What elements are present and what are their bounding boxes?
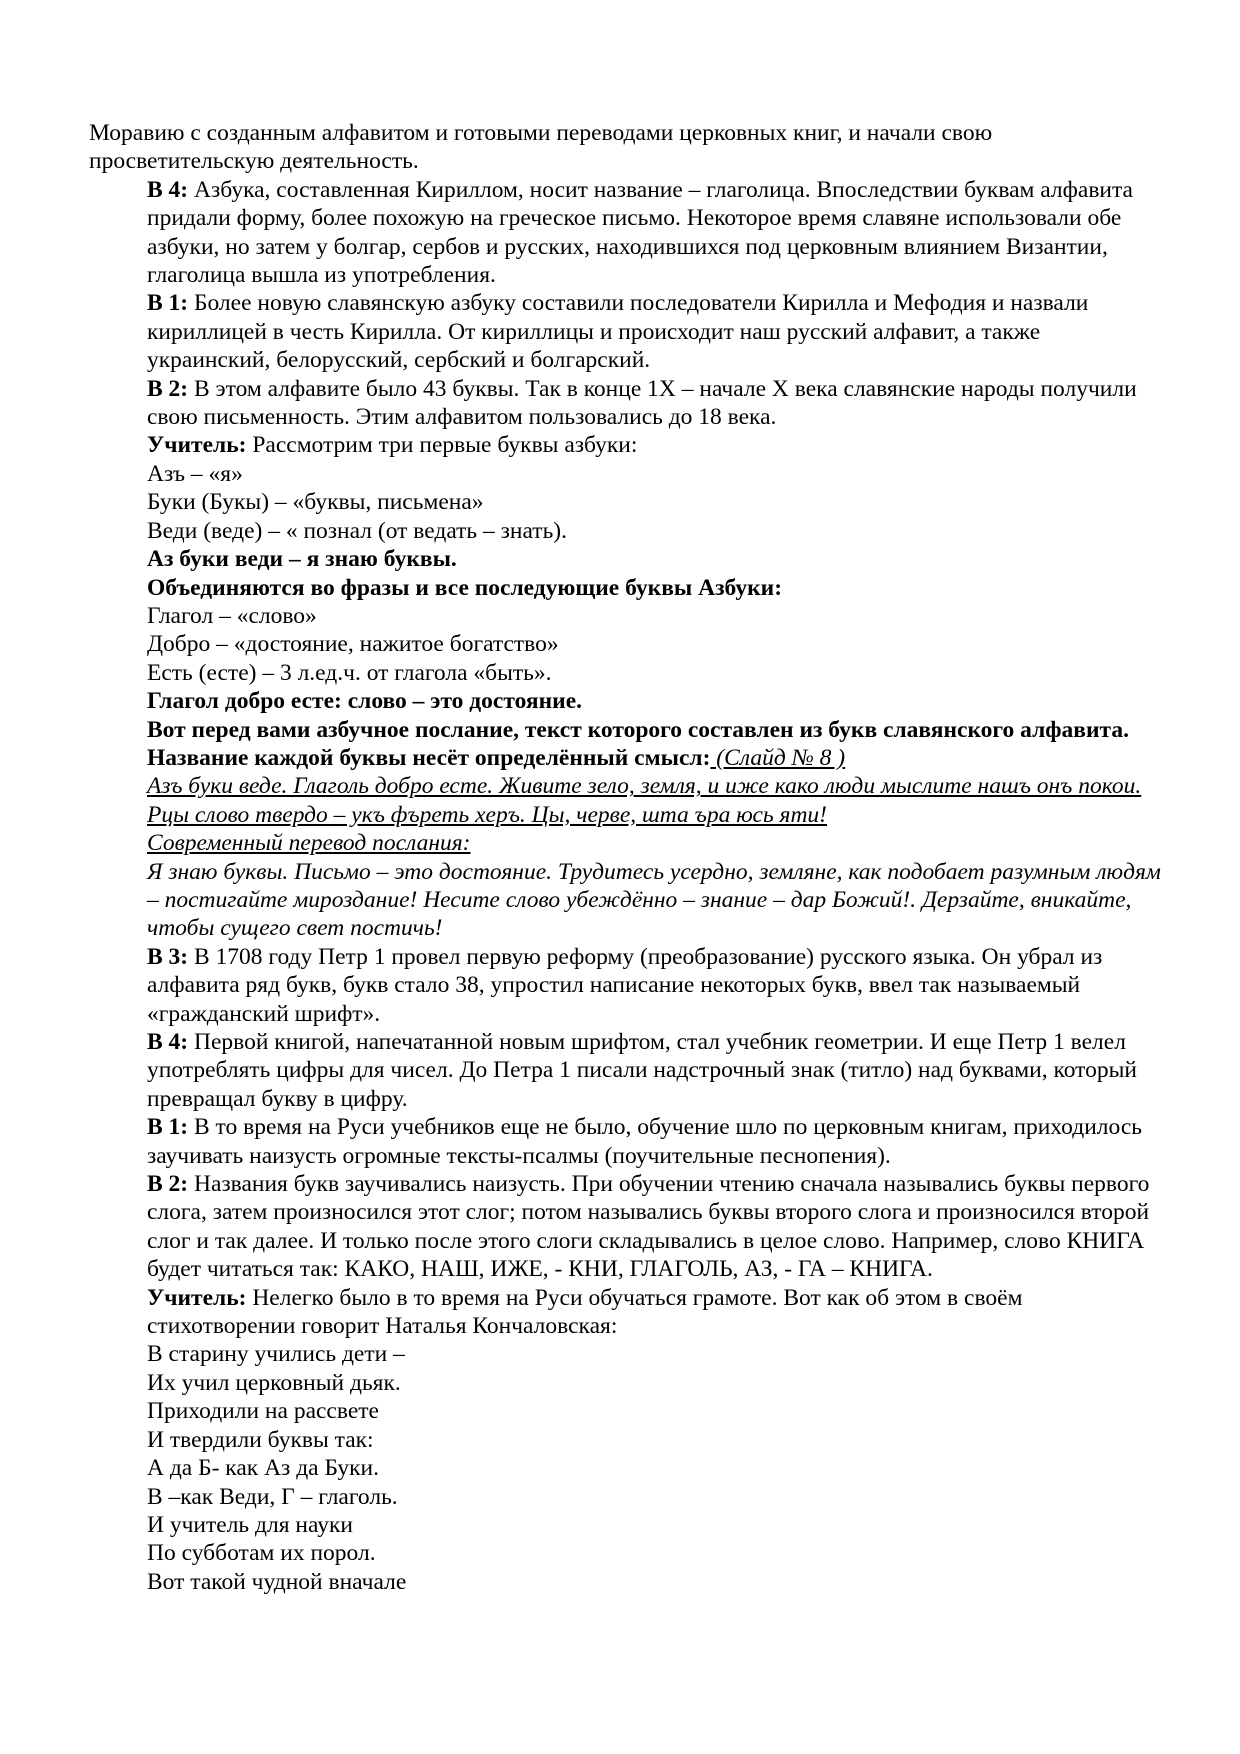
letter-glagol-line: Глагол – «слово» (147, 602, 317, 629)
letter-buki-line: Буки (Букы) – «буквы, письмена» (147, 489, 484, 516)
letter-est-line: Есть (есте) – 3 л.ед.ч. от глагола «быть». (147, 659, 552, 686)
phrase-az-buki-vedi: Аз буки веди – я знаю буквы. (147, 546, 457, 573)
speaker-label: Учитель: (147, 1284, 247, 1311)
paragraph-text: В этом алфавите было 43 буквы. Так в конце 1Х – начале Х века славянские народы получили свою письменность. Этим алфавитом пользовались до 18 века. (147, 375, 1137, 431)
paragraph-text: Названия букв заучивались наизусть. При обучении чтению сначала назывались буквы первого слога, затем произносился этот слог; потом назывались буквы второго слога и произносился второй слог и так далее. И только после этого слоги складывались в целое слово. Например, слово КНИГА будет читаться так: КАКО, НАШ, ИЖЕ, - КНИ, ГЛАГОЛЬ, АЗ, - ГА – КНИГА. (147, 1171, 1150, 1283)
paragraph-text: Первой книгой, напечатанной новым шрифтом, стал учебник геометрии. И еще Петр 1 велел употреблять цифры для чисел. До Петра 1 писали надстрочный знак (титло) над буквами, который превращал букву в цифру. (147, 1029, 1137, 1112)
paragraph-text: В то время на Руси учебников еще не было, обучение шло по церковным книгам, приходилось заучивать наизусть огромные тексты-псалмы (поучительные песнопения). (147, 1114, 1142, 1169)
paragraph-teacher-letters (89, 431, 1169, 459)
paragraph-slavonic-message: Азъ буки веде. Глаголь добро есте. Живите зело, земля, и иже како люди мыслите нашъ онъ покои. Рцы слово твердо – укъ фъреть херъ. Цы, черве, шта ъра юсь яти! (147, 773, 1142, 828)
paragraph-v4-glagolitic (89, 176, 1169, 290)
paragraph-text: Нелегко было в то время на Руси обучаться грамоте. Вот как об этом в своём стихотворении говорит Наталья Кончаловская: (147, 1284, 1023, 1340)
letter-dobro-line: Добро – «достояние, нажитое богатство» (147, 631, 559, 658)
speaker-label: В 1: (147, 290, 189, 317)
translation-heading: Современный перевод послания: (147, 830, 471, 857)
poem (89, 1340, 1169, 1596)
poem-line: Приходили на рассвете (147, 1398, 379, 1425)
paragraph-v1-textbooks (89, 1113, 1169, 1170)
letter-vedi-line: Веди (веде) – « познал (от ведать – знать). (147, 517, 567, 544)
paragraph-v2-reading (89, 1170, 1169, 1284)
letter-az-line: Азъ – «я» (147, 460, 243, 487)
speaker-label: В 3: (147, 943, 189, 970)
poem-line: А да Б- как Аз да Буки. (147, 1455, 380, 1482)
poem-line: В старину учились дети – (147, 1341, 405, 1368)
poem-line: И твердили буквы так: (147, 1426, 374, 1453)
phrase-heading: Объединяются во фразы и все последующие буквы Азбуки: (147, 574, 783, 601)
poem-line: Вот такой чудной вначале (147, 1568, 407, 1595)
speaker-label: Учитель: (147, 432, 247, 459)
paragraph-text: Более новую славянскую азбуку составили последователи Кирилла и Мефодия и назвали кириллицей в честь Кирилла. От кириллицы и происходит наш русский алфавит, а также украинский, белорусский, сербский и болгарский. (147, 290, 1089, 374)
poem-line: По субботам их порол. (147, 1540, 376, 1567)
speaker-label: В 2: (147, 1171, 189, 1198)
speaker-label: В 2: (147, 375, 189, 402)
paragraph-text: Азбука, составленная Кириллом, носит название – глаголица. Впоследствии буквам алфавита придали форму, более похожую на греческое письмо. Некоторое время славяне использовали обе азбуки, но затем у болгар, сербов и русских, находившихся под церковным влиянием Византии, глаголица вышла из употребления. (147, 176, 1133, 289)
paragraph-translation: Я знаю буквы. Письмо – это достояние. Трудитесь усердно, земляне, как подобает разумным людям – постигайте мироздание! Несите слово убеждённо – знание – дар Божий!. Дерзайте, вникайте, чтобы сущего свет постичь! (147, 858, 1161, 942)
paragraph-teacher-poem (89, 1284, 1169, 1341)
paragraph-text: Рассмотрим три первые буквы азбуки: (246, 432, 638, 459)
poem-line: В –как Веди, Г – глаголь. (147, 1483, 398, 1510)
message-intro-text: Вот перед вами азбучное послание, текст которого составлен из букв славянского алфавита. Название каждой буквы несёт определённый смысл: (147, 716, 1129, 771)
slide-reference: (Слайд № 8 ) (710, 744, 846, 771)
paragraph-text: В 1708 году Петр 1 провел первую реформу (преобразование) русского языка. Он убрал из алфавита ряд букв, букв стало 38, упростил написание некоторых букв, ввел так называемый «гражданский шрифт». (147, 943, 1103, 1027)
paragraph-intro: Моравию с созданным алфавитом и готовыми переводами церковных книг, и начали свою просветительскую деятельность. (89, 120, 993, 175)
paragraph-message-intro (89, 716, 1169, 773)
paragraph-v4-geometry (89, 1028, 1169, 1113)
paragraph-v2-alphabet (89, 375, 1169, 432)
poem-line: И учитель для науки (147, 1511, 353, 1538)
paragraph-v3-reform (89, 943, 1169, 1028)
poem-line: Их учил церковный дьяк. (147, 1369, 401, 1396)
document-body (89, 119, 1169, 1596)
speaker-label: В 4: (147, 1029, 189, 1055)
speaker-label: В 4: (147, 176, 189, 203)
speaker-label: В 1: (147, 1114, 189, 1141)
paragraph-v1-cyrillic (89, 289, 1169, 374)
phrase-glagol-dobro: Глагол добро есте: слово – это достояние. (147, 688, 583, 715)
